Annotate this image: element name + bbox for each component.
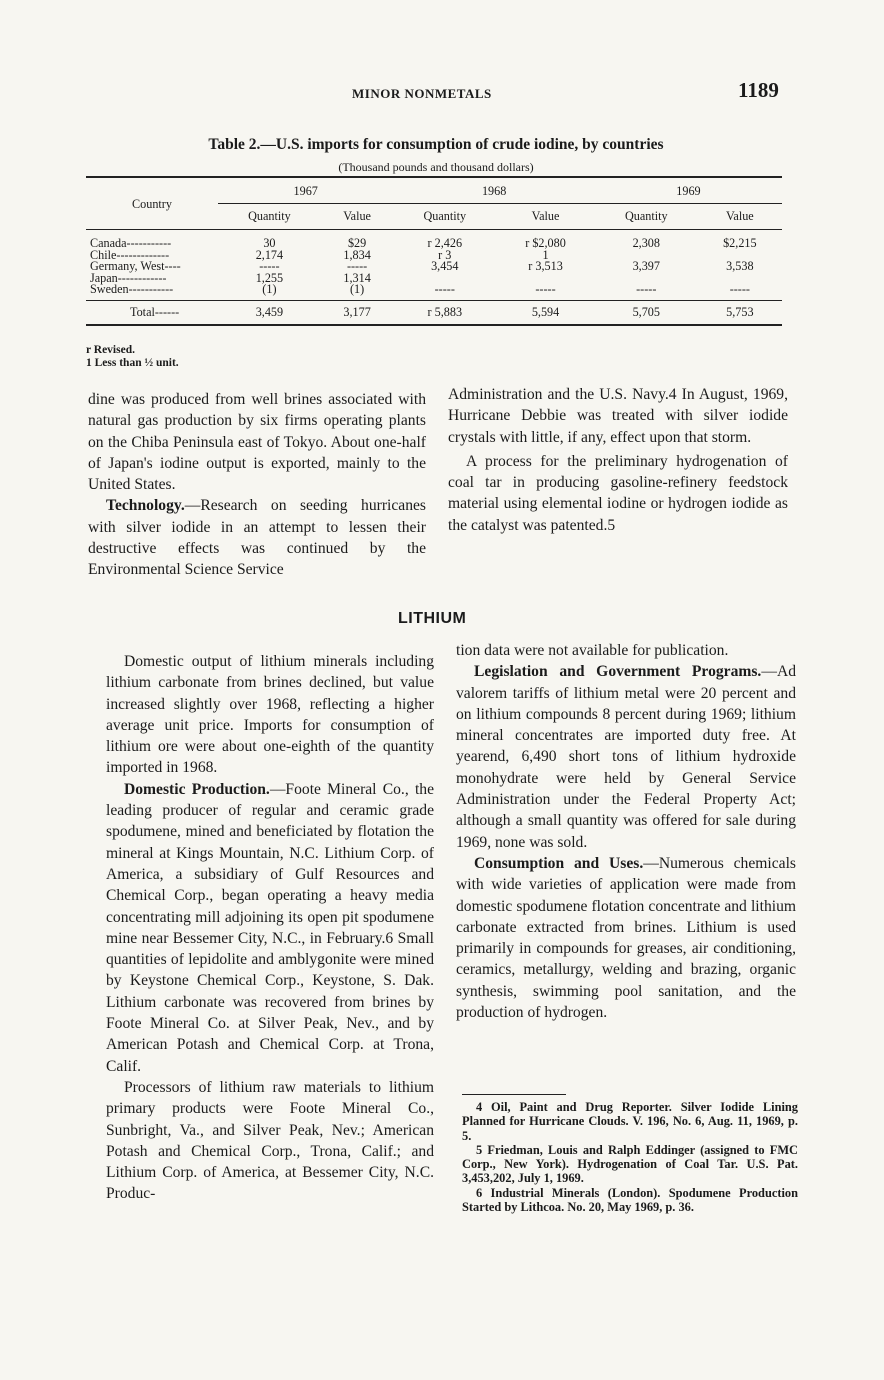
running-head: MINOR NONMETALS [352, 86, 492, 101]
total-row [86, 300, 782, 325]
table-cell: r 3 [438, 247, 452, 262]
run-in-heading: Consumption and Uses. [474, 854, 644, 872]
paragraph-text: —Numerous chemicals with wide varieties of application were made from domestic spodumene flotation concentrate and lithium carbonate extracted from brines. Lithium is used primarily in compounds for greases, air conditioning, ceramics, metallurgy, welding and brazing, organic synthesis, swimming pool sanitation, and the production of hydrogen. [456, 854, 796, 1022]
lithium-left-column [106, 651, 434, 1205]
table-row [86, 273, 782, 285]
paragraph [88, 495, 426, 580]
table-cell: r $2,080 [525, 236, 566, 250]
paragraph-text: —Foote Mineral Co., the leading producer of regular and ceramic grade spodumene, mined and beneficiated by flotation the mineral at Kings Mountain, N.C. Lithium Corp. of America, a subsidiary of Gulf Resources and Chemical Corp., began operating a heavy media concentrating mill adjoining its open pit spodumene mine near Bessemer City, N.C., in February.6 Small quantities of lepidolite and amblygonite were mined by Keystone Chemical Corp., Keystone, S. Dak. Lithium carbonate was recovered from brines by Foote Mineral Co. at Silver Peak, Nev., and by American Potash and Chemical Corp. at Trona, Calif. [106, 780, 434, 1075]
table-cell: (1) [262, 282, 277, 296]
value-header: Value [698, 204, 782, 230]
table-cell: ----- [535, 282, 556, 296]
paragraph [456, 661, 796, 853]
table-cell: $29 [347, 236, 367, 250]
table-cell: ----- [636, 282, 657, 296]
table-cell: ----- [259, 259, 280, 273]
table-cell: 1,255 [255, 270, 284, 285]
table-cell: ----- [434, 282, 455, 296]
footnote: 5 Friedman, Louis and Ralph Eddinger (assigned to FMC Corp., New York). Hydrogenation of Coal Tar. U.S. Pat. 3,453,202, July 1, 1969. [462, 1142, 798, 1186]
table-note: r Revised. [86, 344, 135, 356]
paragraph [456, 853, 796, 1023]
value-header: Value [496, 204, 595, 230]
table-title: Table 2.—U.S. imports for consumption of crude iodine, by countries [208, 136, 664, 153]
footnote: 4 Oil, Paint and Drug Reporter. Silver Iodide Lining Planned for Hurricane Clouds. V. 196, No. 6, Aug. 11, 1969, p. 5. [462, 1100, 798, 1143]
table-row [86, 284, 782, 300]
table-cell: 30 [263, 236, 276, 250]
country-cell: Canada----------- [90, 236, 172, 250]
paragraph: Administration and the U.S. Navy.4 In August, 1969, Hurricane Debbie was treated with silver iodide crystals with little, if any, effect upon that storm. [448, 386, 788, 446]
table-cell: 3,454 [431, 259, 459, 273]
table-cell: 2,174 [255, 247, 284, 262]
table-cell: 1,314 [343, 270, 371, 285]
table-cell: 3,459 [218, 300, 321, 325]
footnote-divider [462, 1094, 566, 1095]
paragraph-text: —Ad valorem tariffs of lithium metal were 20 percent and on lithium compounds 8 percent during 1969; lithium mineral concentrates are imported duty free. At yearend, 6,490 short tons of lithium hydroxide monohydrate were held by General Service Administration under the Federal Property Act; although a small quantity was offered for sale during 1969, none was sold. [456, 663, 796, 851]
table-note: 1 Less than ½ unit. [86, 357, 179, 369]
paragraph: dine was produced from well brines associated with natural gas production by six firms operating plants on the Chiba Peninsula east of Tokyo. About one-half of Japan's iodine output is exported, mainly to the United States. [88, 391, 426, 494]
country-cell: Japan------------ [90, 270, 167, 285]
table-cell: 3,538 [726, 259, 754, 273]
table-cell: 3,177 [321, 300, 394, 325]
table-cell: 1,834 [343, 247, 371, 262]
table-cell: r 2,426 [427, 236, 463, 250]
paragraph-text: —Research on seeding hurricanes with silver iodide in an attempt to lessen their destructive effects was continued by the Environmental Science Service [88, 497, 426, 579]
footnotes [462, 1100, 798, 1214]
table-cell: r 5,883 [393, 300, 496, 325]
country-column-header: Country [86, 177, 218, 230]
table-cell: ----- [346, 259, 368, 273]
table-row [86, 230, 782, 250]
paragraph: Processors of lithium raw materials to lithium primary products were Foote Mineral Co., Sunbright, Va., and Silver Peak, Nev.; American Potash and Chemical Corp., Trona, Calif.; and Lithium Corp. of America, at Bessemer City, N.C. Produc- [106, 1078, 434, 1203]
country-cell: Chile------------- [90, 247, 170, 262]
table-cell: r 3,513 [528, 259, 563, 273]
table-cell: 3,397 [632, 259, 660, 273]
paragraph: A process for the preliminary hydrogenation of coal tar in producing gasoline-refinery feedstock material using elemental iodine or hydrogen iodide as the catalyst was patented.5 [448, 452, 788, 534]
country-cell: Germany, West---- [90, 259, 181, 273]
year-header-1967: 1967 [218, 177, 393, 204]
iodine-imports-table [86, 176, 782, 326]
paragraph [106, 779, 434, 1077]
quantity-header: Quantity [595, 204, 698, 230]
paragraph: Domestic output of lithium minerals including lithium carbonate from brines declined, but value increased slightly over 1968, reflecting a higher average unit price. Imports for consumption of lithium ore were about one-eighth of the quantity imported in 1968. [106, 653, 434, 777]
run-in-heading: Domestic Production. [124, 780, 270, 798]
table-notes [86, 344, 179, 370]
table-row [86, 261, 782, 273]
table-cell: (1) [349, 282, 365, 296]
table-subtitle: (Thousand pounds and thousand dollars) [338, 160, 534, 174]
table-cell: 5,753 [698, 300, 782, 325]
footnote: 6 Industrial Minerals (London). Spodumene Production Started by Lithcoa. No. 20, May 1969, p. 36. [462, 1185, 798, 1215]
table-cell: 1 [542, 247, 549, 262]
table-cell: 5,705 [595, 300, 698, 325]
quantity-header: Quantity [218, 204, 321, 230]
page-number: 1189 [738, 78, 779, 102]
lithium-right-column [456, 640, 796, 1023]
table-cell: $2,215 [723, 236, 757, 250]
iodine-right-column [448, 384, 788, 536]
table-cell: 5,594 [496, 300, 595, 325]
paragraph: tion data were not available for publication. [456, 642, 729, 659]
iodine-left-column [88, 389, 426, 581]
run-in-heading: Technology. [106, 497, 185, 515]
data-table [86, 176, 782, 326]
run-in-heading: Legislation and Government Programs. [474, 663, 762, 681]
section-heading: LITHIUM [398, 610, 467, 627]
quantity-header: Quantity [393, 204, 496, 230]
total-label: Total------ [86, 300, 218, 325]
value-header: Value [321, 204, 394, 230]
year-header-1969: 1969 [595, 177, 782, 204]
country-cell: Sweden----------- [90, 282, 174, 296]
table-cell: 2,308 [632, 236, 660, 250]
year-header-1968: 1968 [393, 177, 595, 204]
table-cell: ----- [729, 282, 750, 296]
